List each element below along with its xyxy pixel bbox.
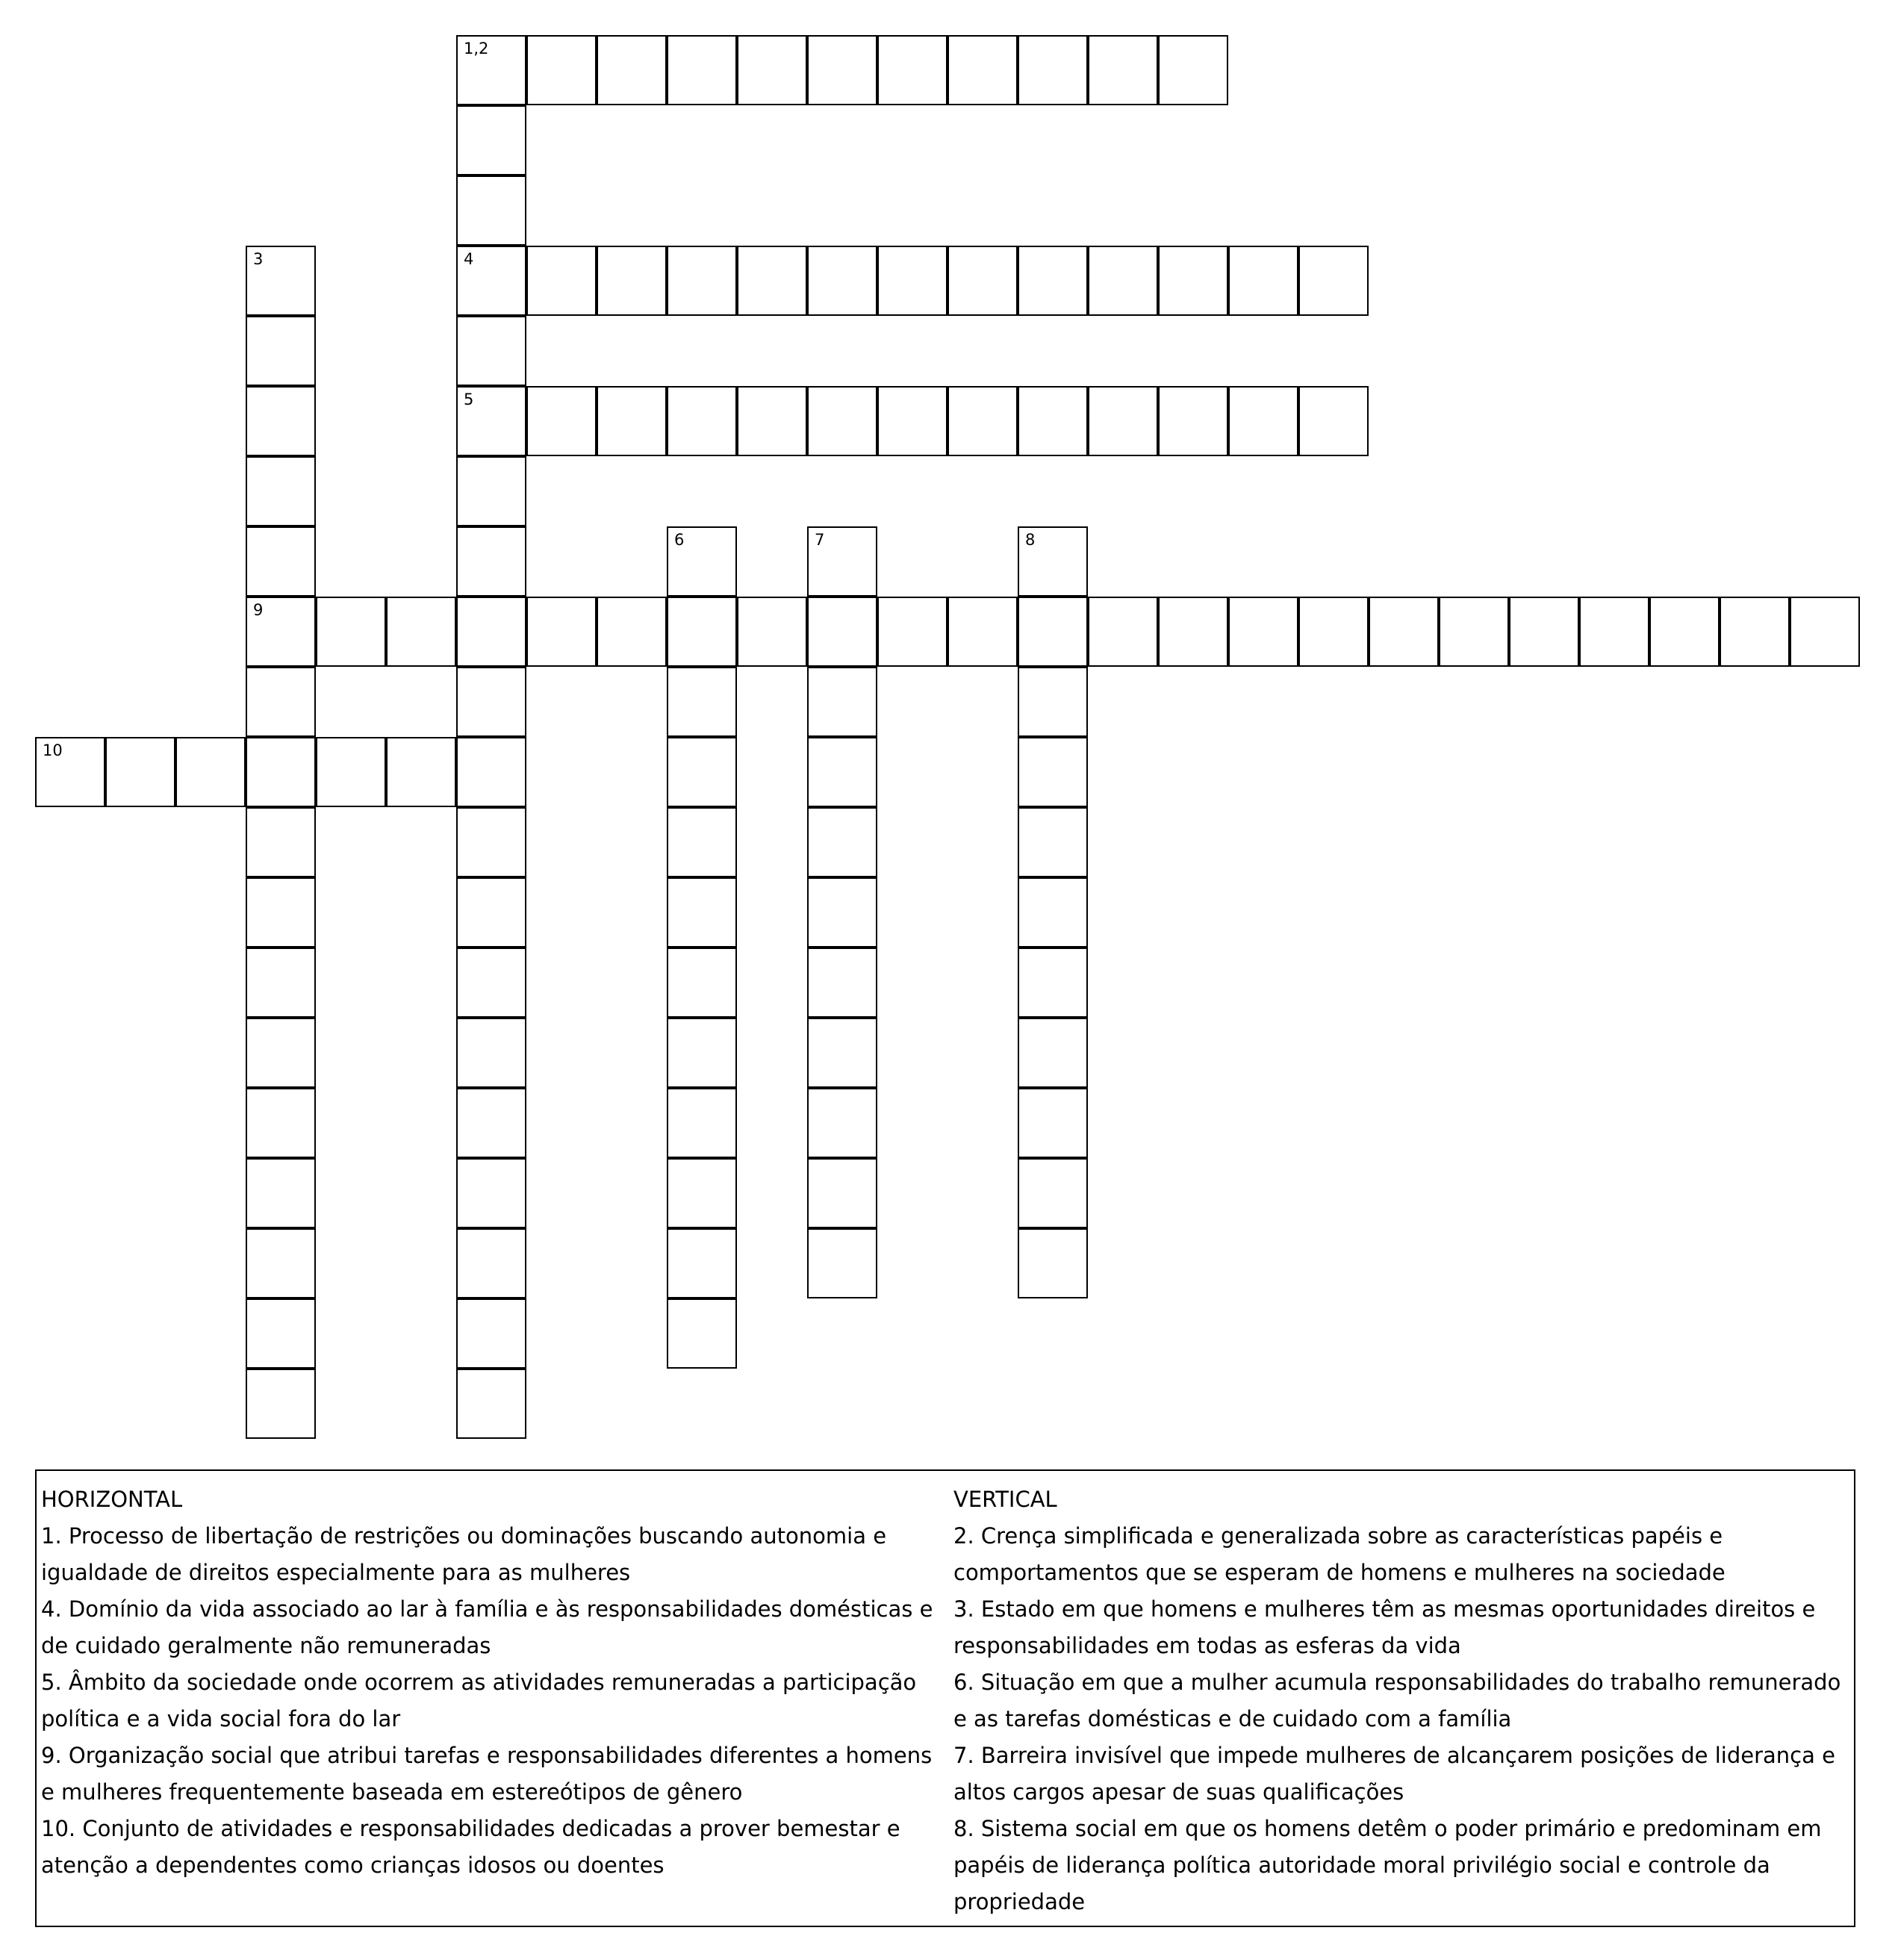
vertical-clues — [953, 1481, 1849, 1920]
crossword-cell[interactable] — [246, 667, 316, 737]
crossword-cell[interactable] — [597, 386, 667, 456]
crossword-cell[interactable] — [667, 246, 737, 316]
crossword-cell[interactable] — [246, 316, 316, 386]
crossword-cell[interactable] — [246, 877, 316, 948]
crossword-cell[interactable] — [1298, 246, 1369, 316]
crossword-cell[interactable] — [1018, 1158, 1088, 1228]
crossword-cell[interactable] — [667, 807, 737, 877]
crossword-cell[interactable] — [246, 1018, 316, 1088]
clue-number: 7 — [815, 531, 825, 549]
crossword-cell[interactable] — [737, 246, 807, 316]
crossword-cell[interactable] — [807, 597, 877, 667]
crossword-cell[interactable] — [1720, 597, 1790, 667]
crossword-cell[interactable] — [456, 807, 526, 877]
crossword-cell[interactable] — [1088, 246, 1158, 316]
crossword-cell[interactable] — [948, 597, 1018, 667]
clue-number: 8 — [1025, 531, 1036, 549]
crossword-cell[interactable] — [597, 597, 667, 667]
crossword-cell[interactable] — [1579, 597, 1649, 667]
crossword-cell[interactable] — [456, 246, 526, 316]
crossword-cell[interactable] — [877, 246, 948, 316]
clue-number: 9 — [253, 601, 264, 619]
crossword-cell[interactable] — [456, 526, 526, 597]
crossword-cell[interactable] — [1088, 597, 1158, 667]
crossword-cell[interactable] — [456, 1369, 526, 1439]
crossword-cell[interactable] — [597, 246, 667, 316]
crossword-cell[interactable] — [456, 667, 526, 737]
crossword-cell[interactable] — [526, 597, 597, 667]
crossword-cell[interactable] — [1228, 246, 1298, 316]
crossword-cell[interactable] — [246, 597, 316, 667]
crossword-cell[interactable] — [807, 807, 877, 877]
crossword-cell[interactable] — [1018, 948, 1088, 1018]
crossword-cell[interactable] — [456, 35, 526, 105]
crossword-cell[interactable] — [246, 386, 316, 456]
crossword-cell[interactable] — [246, 1228, 316, 1298]
crossword-cell[interactable] — [1018, 35, 1088, 105]
crossword-cell[interactable] — [1018, 877, 1088, 948]
clue-number: 3 — [253, 250, 264, 268]
crossword-cell[interactable] — [456, 1088, 526, 1158]
crossword-cell[interactable] — [667, 737, 737, 807]
crossword-cell[interactable] — [456, 1018, 526, 1088]
crossword-cell[interactable] — [737, 597, 807, 667]
crossword-cell[interactable] — [1298, 597, 1369, 667]
crossword-cell[interactable] — [667, 386, 737, 456]
crossword-cell[interactable] — [1018, 526, 1088, 597]
crossword-cell[interactable] — [807, 948, 877, 1018]
crossword-cell[interactable] — [1018, 1018, 1088, 1088]
crossword-cell[interactable] — [526, 246, 597, 316]
crossword-cell[interactable] — [386, 597, 456, 667]
crossword-cell[interactable] — [246, 807, 316, 877]
crossword-cell[interactable] — [1088, 35, 1158, 105]
clue-vertical-3: 3. Estado em que homens e mulheres têm as mesmas oportunidades direitos e responsabilidades em todas as esferas da vida — [953, 1596, 1816, 1658]
crossword-cell[interactable] — [1228, 386, 1298, 456]
crossword-cell[interactable] — [807, 35, 877, 105]
crossword-cell[interactable] — [456, 1158, 526, 1228]
crossword-cell[interactable] — [597, 35, 667, 105]
crossword-cell[interactable] — [1158, 35, 1228, 105]
clue-horizontal-1: 1. Processo de libertação de restrições ou dominações buscando autonomia e igualdade de direitos especialmente para as mulheres — [41, 1523, 887, 1585]
crossword-cell[interactable] — [35, 737, 105, 807]
crossword-cell[interactable] — [1158, 246, 1228, 316]
clue-vertical-8: 8. Sistema social em que os homens detêm o poder primário e predominam em papéis de liderança política autoridade moral privilégio social e controle da propriedade — [953, 1816, 1822, 1914]
crossword-cell[interactable] — [246, 456, 316, 526]
clue-horizontal-4: 4. Domínio da vida associado ao lar à família e às responsabilidades domésticas e de cuidado geralmente não remuneradas — [41, 1596, 933, 1658]
crossword-cell[interactable] — [456, 386, 526, 456]
crossword-cell[interactable] — [807, 246, 877, 316]
crossword-cell[interactable] — [456, 737, 526, 807]
crossword-cell[interactable] — [667, 526, 737, 597]
crossword-cell[interactable] — [456, 105, 526, 175]
crossword-cell[interactable] — [667, 667, 737, 737]
clue-number: 5 — [464, 391, 474, 408]
crossword-cell[interactable] — [175, 737, 246, 807]
crossword-cell[interactable] — [456, 316, 526, 386]
crossword-cell[interactable] — [667, 877, 737, 948]
crossword-cell[interactable] — [246, 246, 316, 316]
crossword-cell[interactable] — [737, 35, 807, 105]
clue-horizontal-10: 10. Conjunto de atividades e responsabilidades dedicadas a prover bemestar e atenção a dependentes como crianças idosos ou doentes — [41, 1816, 900, 1878]
crossword-cell[interactable] — [316, 597, 386, 667]
crossword-cell[interactable] — [807, 526, 877, 597]
crossword-cell[interactable] — [246, 1088, 316, 1158]
crossword-cell[interactable] — [1018, 1228, 1088, 1298]
clue-number: 1,2 — [464, 40, 489, 57]
crossword-cell[interactable] — [807, 1088, 877, 1158]
crossword-cell[interactable] — [877, 386, 948, 456]
crossword-cell[interactable] — [526, 386, 597, 456]
crossword-cell[interactable] — [1018, 667, 1088, 737]
crossword-cell[interactable] — [456, 1298, 526, 1369]
crossword-cell[interactable] — [807, 1228, 877, 1298]
crossword-cell[interactable] — [667, 1298, 737, 1369]
crossword-cell[interactable] — [1088, 386, 1158, 456]
crossword-cell[interactable] — [1649, 597, 1720, 667]
crossword-cell[interactable] — [316, 737, 386, 807]
crossword-cell[interactable] — [1298, 386, 1369, 456]
crossword-cell[interactable] — [1018, 386, 1088, 456]
crossword-cell[interactable] — [1018, 246, 1088, 316]
crossword-cell[interactable] — [807, 667, 877, 737]
horizontal-clues — [41, 1481, 945, 1884]
crossword-cell[interactable] — [667, 597, 737, 667]
crossword-cell[interactable] — [807, 877, 877, 948]
crossword-cell[interactable] — [948, 246, 1018, 316]
crossword-cell[interactable] — [246, 948, 316, 1018]
clues-box — [35, 1469, 1855, 1927]
crossword-cell[interactable] — [246, 1369, 316, 1439]
crossword-cell[interactable] — [667, 35, 737, 105]
crossword-cell[interactable] — [386, 737, 456, 807]
crossword-cell[interactable] — [456, 456, 526, 526]
horizontal-heading: HORIZONTAL — [41, 1487, 183, 1512]
clue-horizontal-9: 9. Organização social que atribui tarefas e responsabilidades diferentes a homens e mulheres frequentemente baseada em estereótipos de gênero — [41, 1743, 933, 1805]
clue-vertical-6: 6. Situação em que a mulher acumula responsabilidades do trabalho remunerado e as tarefas domésticas e de cuidado com a família — [953, 1670, 1841, 1732]
crossword-cell[interactable] — [1158, 597, 1228, 667]
crossword-cell[interactable] — [1158, 386, 1228, 456]
crossword-cell[interactable] — [526, 35, 597, 105]
crossword-cell[interactable] — [1439, 597, 1509, 667]
crossword-cell[interactable] — [807, 1158, 877, 1228]
clue-vertical-7: 7. Barreira invisível que impede mulheres de alcançarem posições de liderança e altos cargos apesar de suas qualificações — [953, 1743, 1835, 1805]
crossword-cell[interactable] — [456, 175, 526, 246]
crossword-cell[interactable] — [667, 1088, 737, 1158]
crossword-cell[interactable] — [246, 526, 316, 597]
crossword-cell[interactable] — [105, 737, 175, 807]
crossword-cell[interactable] — [667, 948, 737, 1018]
crossword-cell[interactable] — [456, 597, 526, 667]
crossword-cell[interactable] — [246, 1158, 316, 1228]
clue-number: 10 — [43, 741, 63, 759]
crossword-cell[interactable] — [1018, 807, 1088, 877]
crossword-cell[interactable] — [1018, 1088, 1088, 1158]
crossword-cell[interactable] — [1369, 597, 1439, 667]
clue-horizontal-5: 5. Âmbito da sociedade onde ocorrem as atividades remuneradas a participação política e a vida social fora do lar — [41, 1670, 917, 1732]
crossword-cell[interactable] — [948, 35, 1018, 105]
clue-number: 6 — [674, 531, 685, 549]
crossword-cell[interactable] — [1018, 737, 1088, 807]
crossword-cell[interactable] — [877, 597, 948, 667]
crossword-cell[interactable] — [807, 1018, 877, 1088]
crossword-cell[interactable] — [456, 877, 526, 948]
crossword-cell[interactable] — [456, 1228, 526, 1298]
crossword-cell[interactable] — [1790, 597, 1860, 667]
clue-number: 4 — [464, 250, 474, 268]
crossword-cell[interactable] — [246, 1298, 316, 1369]
crossword-cell[interactable] — [948, 386, 1018, 456]
crossword-cell[interactable] — [1228, 597, 1298, 667]
crossword-cell[interactable] — [807, 737, 877, 807]
vertical-heading: VERTICAL — [953, 1487, 1057, 1512]
clue-vertical-2: 2. Crença simplificada e generalizada sobre as características papéis e comportamentos que se esperam de homens e mulheres na sociedade — [953, 1523, 1726, 1585]
crossword-cell[interactable] — [807, 386, 877, 456]
crossword-cell[interactable] — [667, 1018, 737, 1088]
crossword-cell[interactable] — [456, 948, 526, 1018]
crossword-cell[interactable] — [246, 737, 316, 807]
crossword-cell[interactable] — [877, 35, 948, 105]
crossword-cell[interactable] — [737, 386, 807, 456]
crossword-cell[interactable] — [1509, 597, 1579, 667]
crossword-cell[interactable] — [667, 1158, 737, 1228]
crossword-cell[interactable] — [1018, 597, 1088, 667]
crossword-cell[interactable] — [667, 1228, 737, 1298]
